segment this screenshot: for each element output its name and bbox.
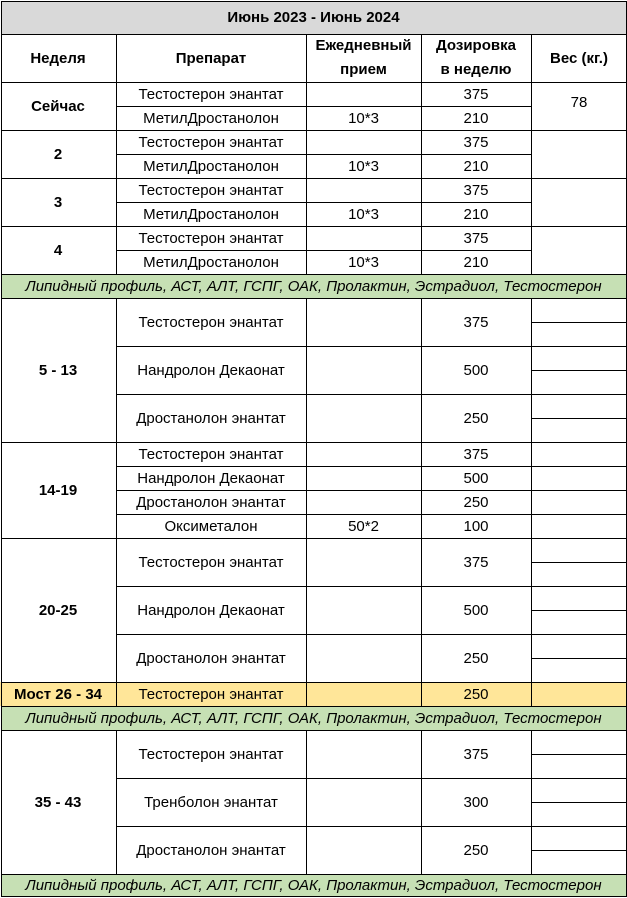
grid-line [306, 682, 307, 707]
grid-line [531, 82, 532, 131]
grid-line [306, 178, 307, 227]
weekly-dose: 375 [463, 133, 489, 151]
daily-dose [306, 394, 421, 442]
grid-line [421, 82, 422, 131]
grid-line [116, 394, 532, 395]
grid-line [421, 682, 422, 707]
grid-line [531, 682, 532, 707]
weekly-dose: 300 [463, 793, 489, 811]
week-label: 14-19 [38, 481, 78, 499]
grid-line [116, 730, 117, 875]
grid-line [1, 682, 627, 683]
header-weekly-line2: в неделю [440, 61, 512, 78]
grid-line [116, 250, 532, 251]
drug-name: Нандролон Декаонат [137, 361, 285, 379]
drug-name: Нандролон Декаонат [137, 469, 285, 487]
grid-line [421, 538, 422, 683]
weekly-dose: 375 [463, 85, 489, 103]
header-daily-line2: прием [340, 61, 387, 78]
weekly-dose: 250 [463, 409, 489, 427]
week-label: 20-25 [38, 601, 78, 619]
grid-line [1, 896, 627, 897]
weight-cell [531, 682, 627, 706]
grid-line [116, 82, 117, 131]
drug-name: Тестостерон энантат [116, 682, 306, 706]
grid-line [306, 226, 307, 275]
grid-line [116, 298, 117, 443]
weight-cell [531, 226, 627, 274]
weekly-dose: 375 [463, 445, 489, 463]
grid-line [531, 634, 627, 635]
daily-dose [306, 226, 421, 250]
weight-cell [531, 178, 627, 226]
grid-line [116, 178, 117, 227]
daily-dose [306, 298, 421, 346]
daily-dose [306, 586, 421, 634]
grid-line [421, 730, 422, 875]
weekly-dose: 500 [463, 361, 489, 379]
daily-dose: 10*3 [348, 157, 379, 175]
weekly-dose: 375 [463, 745, 489, 763]
grid-line [421, 298, 422, 443]
grid-line [1, 1, 2, 897]
grid-line [531, 802, 627, 803]
weekly-dose: 210 [463, 253, 489, 271]
daily-dose: 10*3 [348, 109, 379, 127]
grid-line [531, 514, 627, 515]
grid-line [531, 34, 532, 83]
grid-line [116, 442, 117, 539]
weekly-dose: 250 [421, 682, 531, 706]
header-daily-line1: Ежедневный [315, 37, 412, 54]
daily-dose [306, 82, 421, 106]
drug-name: Тестостерон энантат [138, 445, 284, 463]
drug-name: Тестостерон энантат [138, 181, 284, 199]
header-weekly [421, 34, 531, 82]
grid-line [116, 514, 532, 515]
grid-line [1, 538, 627, 539]
daily-dose [306, 634, 421, 682]
daily-dose [306, 538, 421, 586]
grid-line [116, 466, 532, 467]
grid-line [116, 154, 532, 155]
grid-line [531, 178, 532, 227]
week-label: 4 [53, 241, 63, 259]
daily-dose [306, 778, 421, 826]
grid-line [531, 730, 532, 875]
grid-line [116, 538, 117, 683]
drug-name: Дростанолон энантат [136, 649, 286, 667]
weekly-dose: 250 [463, 493, 489, 511]
grid-line [116, 826, 532, 827]
drug-name: МетилДростанолон [143, 109, 279, 127]
weight-cell [531, 130, 627, 178]
weekly-dose: 500 [463, 601, 489, 619]
drug-name: Нандролон Декаонат [137, 601, 285, 619]
daily-dose: 10*3 [348, 205, 379, 223]
grid-line [116, 346, 532, 347]
daily-dose: 50*2 [348, 517, 379, 535]
weekly-dose: 100 [463, 517, 489, 535]
grid-line [1, 706, 627, 707]
weekly-dose: 250 [463, 649, 489, 667]
grid-line [1, 298, 627, 299]
drug-name: МетилДростанолон [143, 205, 279, 223]
daily-dose [306, 178, 421, 202]
daily-dose [306, 730, 421, 778]
grid-line [1, 34, 627, 35]
grid-line [531, 562, 627, 563]
daily-dose [306, 826, 421, 874]
tests-note: Липидный профиль, АСТ, АЛТ, ГСПГ, ОАК, Пролактин, Эстрадиол, Тестостерон [1, 874, 626, 896]
grid-line [531, 322, 627, 323]
drug-name: Тестостерон энантат [138, 313, 284, 331]
grid-line [531, 610, 627, 611]
grid-line [531, 394, 627, 395]
grid-line [531, 370, 627, 371]
daily-dose [306, 442, 421, 466]
week-label: 3 [53, 193, 63, 211]
drug-name: Тестостерон энантат [138, 133, 284, 151]
weekly-dose: 375 [463, 229, 489, 247]
header-daily [306, 34, 421, 82]
drug-name: Дростанолон энантат [136, 409, 286, 427]
week-label: 5 - 13 [38, 361, 78, 379]
grid-line [306, 538, 307, 683]
grid-line [1, 226, 627, 227]
grid-line [531, 490, 627, 491]
grid-line [116, 682, 117, 707]
grid-line [116, 34, 117, 83]
week-label: 35 - 43 [34, 793, 82, 811]
grid-line [1, 442, 627, 443]
daily-dose: 10*3 [348, 253, 379, 271]
drug-name: Дростанолон энантат [136, 493, 286, 511]
weekly-dose: 500 [463, 469, 489, 487]
grid-line [421, 226, 422, 275]
grid-line [531, 586, 627, 587]
grid-line [531, 778, 627, 779]
drug-name: Тренболон энантат [144, 793, 278, 811]
grid-line [531, 754, 627, 755]
grid-line [1, 178, 627, 179]
grid-line [116, 106, 532, 107]
weekly-dose: 210 [463, 109, 489, 127]
daily-dose [306, 490, 421, 514]
grid-line [116, 202, 532, 203]
week-label: 2 [53, 145, 63, 163]
week-label: Сейчас [31, 97, 85, 115]
drug-name: Оксиметалон [164, 517, 258, 535]
weekly-dose: 250 [463, 841, 489, 859]
daily-dose [306, 466, 421, 490]
grid-line [531, 538, 532, 683]
week-label: Мост 26 - 34 [0, 682, 116, 706]
grid-line [1, 730, 627, 731]
grid-line [421, 130, 422, 179]
drug-name: Тестостерон энантат [138, 85, 284, 103]
grid-line [116, 778, 532, 779]
grid-line [531, 466, 627, 467]
grid-line [1, 1, 627, 2]
grid-line [531, 346, 627, 347]
grid-line [421, 442, 422, 539]
weekly-dose: 210 [463, 205, 489, 223]
drug-name: Тестостерон энантат [138, 745, 284, 763]
weekly-dose: 210 [463, 157, 489, 175]
tests-note: Липидный профиль, АСТ, АЛТ, ГСПГ, ОАК, Пролактин, Эстрадиол, Тестостерон [1, 274, 626, 298]
grid-line [116, 130, 117, 179]
grid-line [531, 850, 627, 851]
grid-line [1, 274, 627, 275]
tests-note: Липидный профиль, АСТ, АЛТ, ГСПГ, ОАК, Пролактин, Эстрадиол, Тестостерон [1, 706, 626, 730]
grid-line [306, 82, 307, 131]
grid-line [531, 658, 627, 659]
grid-line [116, 586, 532, 587]
grid-line [1, 130, 627, 131]
grid-line [531, 298, 532, 443]
grid-line [1, 874, 627, 875]
grid-line [531, 130, 532, 179]
daily-dose [306, 346, 421, 394]
grid-line [531, 442, 532, 539]
header-weight: Вес (кг.) [550, 49, 608, 67]
grid-line [306, 730, 307, 875]
weekly-dose: 375 [463, 181, 489, 199]
weekly-dose: 375 [463, 553, 489, 571]
grid-line [421, 34, 422, 83]
grid-line [531, 826, 627, 827]
header-drug: Препарат [175, 49, 247, 67]
daily-dose [306, 130, 421, 154]
header-week: Неделя [30, 49, 86, 67]
drug-name: Тестостерон энантат [138, 553, 284, 571]
daily-dose [306, 682, 421, 706]
grid-line [306, 130, 307, 179]
drug-name: Тестостерон энантат [138, 229, 284, 247]
table-title: Июнь 2023 - Июнь 2024 [1, 1, 626, 34]
drug-name: МетилДростанолон [143, 157, 279, 175]
drug-name: МетилДростанолон [143, 253, 279, 271]
grid-line [116, 634, 532, 635]
grid-line [116, 226, 117, 275]
drug-name: Дростанолон энантат [136, 841, 286, 859]
header-weekly-line1: Дозировка [436, 37, 516, 54]
grid-line [306, 298, 307, 443]
weekly-dose: 375 [463, 313, 489, 331]
grid-line [531, 418, 627, 419]
grid-line [306, 442, 307, 539]
grid-line [306, 34, 307, 83]
grid-line [421, 178, 422, 227]
grid-line [1, 82, 627, 83]
grid-line [116, 490, 532, 491]
weight-value: 78 [570, 94, 588, 111]
grid-line [531, 226, 532, 275]
